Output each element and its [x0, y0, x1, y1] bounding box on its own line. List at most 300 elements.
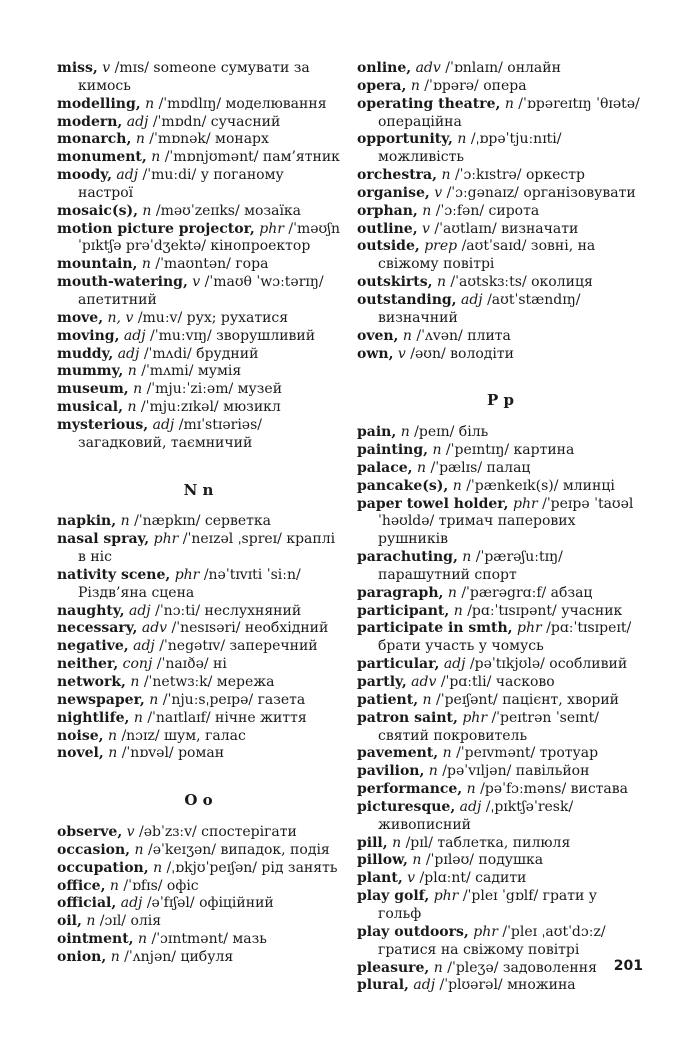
dictionary-entry [357, 460, 644, 478]
dictionary-entry [57, 620, 340, 638]
entry-part-of-speech: phr [433, 888, 459, 905]
entry-headword: monarch, [57, 131, 132, 148]
entry-translation: /ˈpælɪs/ палац [430, 459, 531, 476]
dictionary-entry [357, 710, 644, 746]
letter-heading: O o [184, 791, 213, 810]
entry-part-of-speech: adj [413, 977, 436, 994]
entry-translation: /ˈneɪzəl ˌspreɪ/ краплі в ніс [78, 531, 336, 566]
dictionary-entry [57, 860, 340, 878]
entry-part-of-speech: adj [460, 291, 483, 308]
letter-heading: P p [487, 391, 514, 410]
entry-headword: newspaper, [57, 691, 145, 708]
dictionary-entry [57, 167, 340, 203]
entry-part-of-speech: n [432, 442, 442, 459]
dictionary-entry [357, 835, 644, 853]
entry-headword: ointment, [57, 931, 134, 948]
dictionary-entry [357, 924, 644, 960]
dictionary-entry [357, 620, 644, 656]
entry-part-of-speech: n [457, 131, 467, 148]
dictionary-entry [357, 603, 644, 621]
letter-heading: N n [183, 480, 214, 499]
dictionary-entry [357, 888, 644, 924]
entry-translation: /ˈmʌdi/ брудний [143, 345, 259, 362]
entry-headword: opportunity, [357, 131, 453, 148]
dictionary-entry [57, 114, 340, 132]
entry-headword: napkin, [57, 513, 117, 530]
entry-part-of-speech: v [102, 60, 111, 76]
entry-headword: patient, [357, 691, 419, 708]
entry-part-of-speech: n [442, 745, 452, 762]
entry-headword: onion, [57, 948, 107, 965]
entry-part-of-speech: n [412, 852, 422, 869]
entry-headword: performance, [357, 781, 463, 798]
entry-headword: pancake(s), [357, 477, 449, 494]
entry-translation: /ˈplʊərəl/ множина [439, 977, 576, 994]
entry-translation: /ˈnaɪðə/ ні [156, 656, 227, 673]
entry-translation: /ˈaʊtskɜːts/ околиця [450, 274, 593, 291]
entry-translation: /ˈnæpkɪn/ серветка [134, 513, 272, 530]
dictionary-entry [357, 442, 644, 460]
entry-translation: /ˈɔːgənaɪz/ організовувати [446, 184, 636, 201]
entry-translation: /aʊtˈstændɪŋ/ визначний [378, 291, 581, 326]
dictionary-entry [57, 949, 340, 967]
dictionary-entry [357, 549, 644, 585]
entry-headword: palace, [357, 459, 413, 476]
entry-part-of-speech: n [151, 149, 161, 166]
entry-translation: /ˈʌnjən/ цибуля [124, 948, 234, 965]
dictionary-entry [57, 895, 340, 913]
entry-translation: /ˈmaʊθ ˈwɔːtərɪŋ/ апетитний [78, 274, 324, 308]
dictionary-entry [57, 221, 340, 257]
entry-translation: /əʊn/ володіти [410, 345, 514, 362]
entry-translation: /pəˈfɔːməns/ вистава [480, 781, 628, 798]
dictionary-entry [57, 256, 340, 274]
entry-translation: /ˈmɒnək/ монарх [149, 131, 269, 148]
entry-part-of-speech: n [447, 584, 457, 601]
entry-part-of-speech: n [142, 202, 152, 219]
dictionary-entry [57, 656, 340, 674]
entry-translation: /plɑːnt/ садити [419, 870, 527, 887]
dictionary-entry [357, 238, 644, 274]
entry-part-of-speech: adj [126, 113, 149, 130]
entry-headword: museum, [57, 381, 129, 398]
entry-part-of-speech: n [428, 763, 438, 780]
entry-headword: pavilion, [357, 763, 425, 780]
dictionary-entry [57, 131, 340, 149]
entry-headword: outline, [357, 220, 418, 237]
entry-headword: outside, [357, 238, 420, 255]
entry-translation: /ˈnetwɜːk/ мережа [143, 674, 275, 690]
entry-translation: /ɔɪl/ олія [99, 913, 162, 930]
entry-headword: mummy, [57, 363, 124, 380]
entry-headword: musical, [57, 399, 123, 416]
entry-part-of-speech: n [127, 363, 137, 380]
entry-part-of-speech: n [138, 931, 148, 948]
entry-headword: play golf, [357, 888, 430, 905]
entry-part-of-speech: n [120, 513, 130, 530]
dictionary-entry [57, 346, 340, 364]
entry-part-of-speech: n [392, 834, 402, 851]
entry-part-of-speech: n [466, 781, 476, 798]
dictionary-entry [357, 763, 644, 781]
entry-translation: /ˈməʊʃn ˈpɪktʃə prəˈdʒektə/ кінопроектор [78, 220, 341, 255]
entry-headword: moody, [57, 167, 112, 184]
entry-headword: monument, [57, 149, 147, 166]
entry-part-of-speech: n [422, 691, 432, 708]
dictionary-entry [57, 824, 340, 842]
entry-part-of-speech: n [145, 95, 155, 112]
dictionary-entry [57, 567, 340, 603]
entry-headword: pain, [357, 424, 397, 441]
entry-part-of-speech: phr [259, 220, 284, 237]
entry-headword: necessary, [57, 620, 138, 637]
dictionary-entry [57, 878, 340, 896]
entry-translation: /ˈpærəgrɑːf/ абзац [461, 584, 593, 601]
entry-headword: novel, [57, 745, 104, 762]
entry-headword: mouth-watering, [57, 274, 188, 291]
entry-translation: /ˈnɔːti/ неслухняний [155, 602, 302, 619]
entry-translation: /ˈnɒvəl/ роман [121, 745, 225, 762]
entry-headword: operating theatre, [357, 95, 501, 112]
entry-translation: /ˈpeɪvmənt/ тротуар [456, 745, 599, 762]
entry-translation: /pəˈtɪkjʊlə/ особливий [469, 656, 628, 673]
entry-part-of-speech: n [149, 691, 159, 708]
entry-part-of-speech: v [407, 870, 416, 887]
entry-translation: /ˈɒpəreɪtɪŋ ˈθɪətə/ операційна [378, 95, 640, 130]
dictionary-entry [357, 870, 644, 888]
entry-translation: /pɑːˈtɪsɪpənt/ учасник [467, 602, 623, 619]
entry-part-of-speech: adj [133, 638, 155, 655]
entry-headword: plural, [357, 977, 409, 994]
entry-headword: paragraph, [357, 584, 444, 601]
entry-headword: observe, [57, 824, 123, 841]
entry-part-of-speech: n [402, 327, 412, 344]
dictionary-entry [357, 167, 644, 185]
dictionary-entry [357, 424, 644, 442]
dictionary-entry [57, 745, 340, 763]
dictionary-entry [57, 149, 340, 167]
entry-headword: particular, [357, 656, 440, 673]
entry-translation: /əbˈzɜːv/ спостерігати [139, 824, 297, 841]
entry-headword: oil, [57, 913, 82, 930]
dictionary-entry [57, 60, 340, 96]
entry-part-of-speech: n [410, 77, 420, 94]
entry-headword: plant, [357, 870, 403, 887]
entry-headword: participant, [357, 602, 450, 619]
dictionary-entry [57, 363, 340, 381]
entry-part-of-speech: phr [473, 923, 498, 940]
entry-part-of-speech: adj [116, 167, 139, 184]
entry-translation: /ˈpærəʃuːtɪŋ/ парашутний спорт [378, 549, 563, 583]
entry-part-of-speech: n [109, 877, 119, 894]
dictionary-entry [57, 603, 340, 621]
entry-part-of-speech: n [433, 959, 443, 976]
right-column [357, 60, 644, 995]
entry-translation: /ˈpænkeɪk(s)/ млинці [466, 477, 615, 494]
dictionary-entry [357, 478, 644, 496]
dictionary-entry [57, 531, 340, 567]
entry-part-of-speech: adj [123, 327, 146, 344]
entry-translation: /ˈɒfɪs/ офіс [123, 877, 199, 894]
entry-translation: /nɔɪz/ шум, галас [121, 727, 246, 744]
dictionary-entry [57, 513, 340, 531]
dictionary-entry [57, 96, 340, 114]
entry-translation: /ˈpleɪ ˈgɒlf/ грати у гольф [378, 888, 598, 922]
entry-headword: pleasure, [357, 959, 430, 976]
entry-headword: picturesque, [357, 798, 456, 815]
entry-translation: /mɪˈstɪəriəs/ загадковий, таємничий [78, 416, 262, 451]
entry-headword: nasal spray, [57, 531, 150, 548]
entry-headword: opera, [357, 77, 407, 94]
entry-translation: /ˈnesɪsəri/ необхідний [171, 620, 329, 637]
dictionary-entry [57, 842, 340, 860]
entry-translation: /ˈpeɪntɪŋ/ картина [445, 442, 575, 459]
dictionary-entry [57, 931, 340, 949]
entry-part-of-speech: n [107, 727, 117, 744]
dictionary-entry [57, 417, 340, 453]
entry-translation: /ˈpeɪtrən ˈseɪnt/ святий покровитель [378, 709, 599, 744]
entry-translation: /ˈnjuːsˌpeɪpə/ газета [162, 691, 306, 708]
entry-part-of-speech: n [417, 459, 427, 476]
entry-translation: /pəˈvɪljən/ павільйон [442, 763, 590, 780]
dictionary-entry [357, 799, 644, 835]
entry-headword: partly, [357, 674, 407, 690]
entry-translation: /ˈpeɪʃənt/ пацієнт, хворий [436, 691, 620, 708]
entry-headword: mysterious, [57, 416, 149, 433]
dictionary-entry [357, 78, 644, 96]
entry-translation: /əˈkeɪʒən/ випадок, подія [148, 841, 330, 858]
entry-part-of-speech: adj [120, 895, 143, 912]
dictionary-entry [57, 710, 340, 728]
entry-part-of-speech: adj [129, 602, 151, 619]
dictionary-entry [357, 585, 644, 603]
dictionary-entry [57, 328, 340, 346]
entry-part-of-speech: prep [424, 238, 458, 255]
dictionary-entry [57, 203, 340, 221]
entry-translation: /ˈpɑːtli/ часково [440, 674, 555, 690]
entry-part-of-speech: n [400, 424, 410, 441]
entry-translation: /ˌpɪktʃəˈresk/ живописний [378, 798, 574, 833]
entry-translation: /mɪs/ someone сумувати за кимось [78, 60, 310, 94]
entry-translation: /muːv/ рух; рухатися [137, 309, 289, 326]
entry-headword: pavement, [357, 745, 439, 762]
dictionary-entry [57, 674, 340, 692]
entry-part-of-speech: adj [459, 798, 482, 815]
entry-part-of-speech: n [504, 95, 514, 112]
dictionary-entry [57, 638, 340, 656]
entry-part-of-speech: adj [152, 416, 175, 433]
entry-part-of-speech: n [441, 167, 451, 184]
entry-headword: occasion, [57, 841, 131, 858]
entry-headword: muddy, [57, 345, 114, 362]
entry-translation: /ˈmuːvɪŋ/ зворушливий [150, 327, 316, 344]
entry-headword: naughty, [57, 602, 125, 619]
entry-headword: network, [57, 674, 126, 690]
entry-part-of-speech: n [462, 549, 472, 566]
entry-part-of-speech: n [453, 602, 463, 619]
dictionary-entry [357, 328, 644, 346]
entry-part-of-speech: n [135, 131, 145, 148]
dictionary-entry [57, 913, 340, 931]
entry-translation: /ˈmaʊntən/ гора [155, 256, 269, 273]
entry-translation: /ˌɒpəˈtjuːnɪti/ можливість [378, 131, 562, 166]
entry-part-of-speech: n [133, 381, 143, 398]
entry-part-of-speech: phr [153, 531, 179, 548]
entry-translation: /ˈnaɪtlaɪf/ нічне життя [147, 709, 307, 726]
entry-part-of-speech: n [452, 477, 462, 494]
entry-headword: move, [57, 309, 104, 326]
entry-part-of-speech: n [86, 913, 96, 930]
dictionary-entry [57, 274, 340, 310]
dictionary-entry [357, 274, 644, 292]
entry-headword: motion picture projector, [57, 220, 255, 237]
dictionary-entry [357, 656, 644, 674]
entry-part-of-speech: conj [122, 656, 153, 673]
entry-translation: /ˈɔːfən/ сирота [435, 202, 540, 219]
dictionary-entry [357, 496, 644, 550]
entry-translation: /ˈmjuːˈziːəm/ музей [146, 381, 283, 398]
entry-translation: /ˈaʊtlaɪn/ визначати [434, 220, 579, 237]
entry-headword: nightlife, [57, 709, 130, 726]
entry-translation: /ˈmɒdlɪŋ/ моделювання [158, 95, 327, 112]
entry-translation: /aʊtˈsaɪd/ зовні, на свіжому повітрі [378, 238, 596, 273]
entry-translation: /ˈɒpərə/ опера [424, 77, 527, 94]
entry-part-of-speech: n [110, 948, 120, 965]
entry-part-of-speech: adj [117, 345, 140, 362]
entry-headword: organise, [357, 184, 430, 201]
entry-translation: /ˈpeɪpə ˈtaʊəl ˈhəʊldə/ тримач паперових рушників [378, 495, 634, 548]
entry-headword: occupation, [57, 859, 149, 876]
entry-translation: /ˈmɒdn/ сучасний [152, 113, 281, 130]
entry-translation: /ˈmɒnjʊmənt/ пам’ятник [164, 149, 340, 166]
entry-part-of-speech: n [422, 202, 432, 219]
entry-part-of-speech: n [108, 745, 118, 762]
entry-translation: /ˈmʌmi/ мумія [141, 363, 242, 380]
page-number: 201 [613, 958, 643, 974]
entry-headword: own, [357, 345, 394, 362]
entry-translation: /ˈɔɪntmənt/ мазь [151, 931, 267, 948]
entry-headword: noise, [57, 727, 104, 744]
dictionary-entry [357, 977, 644, 995]
entry-translation: /ˈpleʒə/ задоволення [447, 959, 597, 976]
dictionary-entry [357, 131, 644, 167]
entry-translation: /ˈmjuːzɪkəl/ мюзикл [140, 399, 281, 416]
dictionary-entry [357, 960, 644, 978]
dictionary-entry [57, 692, 340, 710]
entry-headword: pill, [357, 834, 388, 851]
entry-translation: /ˈɒnlaɪn/ онлайн [445, 60, 561, 76]
entry-headword: outskirts, [357, 274, 433, 291]
dictionary-entry [357, 852, 644, 870]
entry-part-of-speech: phr [512, 495, 538, 512]
entry-translation: /məʊˈzeɪɪks/ мозаїка [155, 202, 302, 219]
dictionary-entry [357, 292, 644, 328]
left-column [57, 60, 340, 967]
entry-headword: office, [57, 877, 106, 894]
dictionary-entry [357, 692, 644, 710]
entry-part-of-speech: n [134, 841, 144, 858]
entry-headword: participate in smth, [357, 620, 513, 637]
entry-part-of-speech: n [141, 256, 151, 273]
entry-headword: outstanding, [357, 291, 457, 308]
entry-headword: paper towel holder, [357, 495, 509, 512]
entry-headword: orchestra, [357, 167, 437, 184]
entry-part-of-speech: v [422, 220, 430, 237]
entry-translation: /pɑːˈtɪsɪpeɪt/ брати участь у чомусь [378, 620, 632, 655]
entry-headword: modern, [57, 113, 123, 130]
entry-translation: /əˈfɪʃəl/ офіційний [146, 895, 274, 912]
entry-headword: mountain, [57, 256, 138, 273]
entry-headword: pillow, [357, 852, 408, 869]
entry-translation: /ˈɔːkɪstrə/ оркестр [454, 167, 585, 184]
entry-headword: oven, [357, 327, 399, 344]
dictionary-entry [357, 60, 644, 78]
entry-headword: online, [357, 60, 412, 76]
entry-part-of-speech: phr [462, 709, 488, 726]
entry-part-of-speech: v [192, 274, 201, 291]
entry-part-of-speech: n, v [107, 309, 134, 326]
dictionary-entry [57, 381, 340, 399]
entry-part-of-speech: v [434, 184, 443, 201]
entry-headword: negative, [57, 638, 129, 655]
entry-headword: orphan, [357, 202, 418, 219]
dictionary-entry [57, 728, 340, 746]
entry-headword: mosaic(s), [57, 202, 138, 219]
entry-part-of-speech: adv [141, 620, 168, 637]
entry-part-of-speech: n [130, 674, 140, 690]
dictionary-entry [357, 96, 644, 132]
entry-translation: /peɪn/ біль [414, 424, 489, 441]
entry-headword: play outdoors, [357, 923, 469, 940]
entry-headword: miss, [57, 60, 98, 76]
entry-part-of-speech: phr [517, 620, 542, 637]
entry-translation: /nəˈtɪvɪti ˈsiːn/ Різдв’яна сцена [78, 566, 301, 601]
dictionary-entry [57, 310, 340, 328]
entry-part-of-speech: adv [415, 60, 441, 76]
entry-part-of-speech: adj [443, 656, 466, 673]
entry-part-of-speech: v [397, 345, 406, 362]
dictionary-entry [357, 346, 644, 364]
entry-part-of-speech: n [133, 709, 143, 726]
entry-headword: parachuting, [357, 549, 458, 566]
entry-translation: /ˈpɪləʊ/ подушка [425, 852, 544, 869]
dictionary-entry [57, 399, 340, 417]
entry-part-of-speech: v [126, 824, 135, 841]
dictionary-entry [357, 221, 644, 239]
dictionary-entry [357, 674, 644, 692]
entry-part-of-speech: n [436, 274, 446, 291]
entry-part-of-speech: adv [411, 674, 437, 690]
entry-translation: /ˈpleɪ ˌaʊtˈdɔːz/ гратися на свіжому повітрі [378, 923, 606, 958]
dictionary-entry [357, 203, 644, 221]
entry-headword: patron saint, [357, 709, 458, 726]
entry-part-of-speech: n [153, 859, 163, 876]
entry-headword: nativity scene, [57, 566, 171, 583]
entry-translation: /ˌɒkjʊˈpeɪʃən/ рід занять [166, 859, 338, 876]
dictionary-entry [357, 781, 644, 799]
entry-headword: painting, [357, 442, 428, 459]
entry-translation: /ˈʌvən/ плита [416, 327, 511, 344]
dictionary-entry [357, 745, 644, 763]
entry-headword: moving, [57, 327, 120, 344]
entry-part-of-speech: phr [174, 566, 200, 583]
entry-part-of-speech: n [127, 399, 137, 416]
entry-headword: neither, [57, 656, 119, 673]
entry-translation: /ˈmuːdi/ у поганому настрої [78, 167, 284, 201]
entry-headword: modelling, [57, 95, 141, 112]
entry-translation: /pɪl/ таблетка, пилюля [405, 834, 571, 851]
entry-headword: official, [57, 895, 117, 912]
